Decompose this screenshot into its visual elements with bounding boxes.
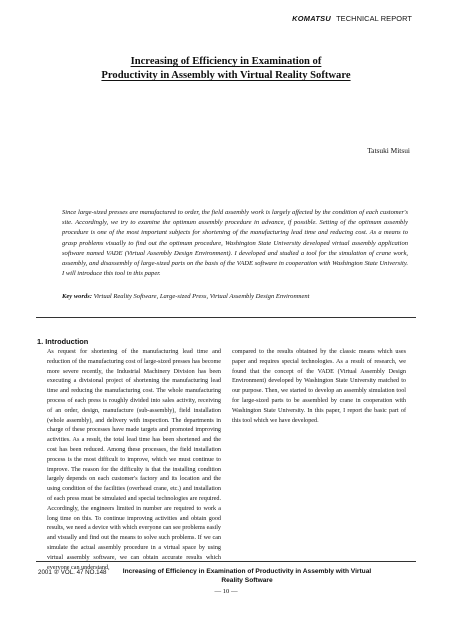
keywords <box>62 292 408 302</box>
author-name: Tatsuki Mitsui <box>367 146 410 155</box>
abstract: Since large-sized presses are manufactured to order, the field assembly work is largely affected by the condition of each customer's site. Accordingly, we try to examine the optimum assembly procedure in advance, if possible. Setting of the optimum assembly procedure is one of the most important subjects for shortening of the manufacturing lead time and reducing cost. As a means to grasp problems visually to find out the optimum procedure, Washington State University developed virtual assembly application software named VADE (Virtual Assembly Design Environment). I developed and studied a tool for the simulation of crane work, assembly, and disassembly of large-sized parts on the basis of the VADE software in cooperation with Washington State University. I will introduce this tool in this paper. <box>62 209 408 278</box>
page-number: — 10 — <box>214 588 238 595</box>
title-line-2: Productivity in Assembly with Virtual Reality Software <box>101 70 351 81</box>
body-column-left: As request for shortening of the manufacturing lead time and reduction of the manufacturing cost of large-sized presses has become more severe recently, the Industrial Machinery Division has been executing a divisional project of shortening the manufacturing lead time and reducing the manufacturing cost. The whole manufacturing process of each press is roughly divided into sales activity, receiving of an order, design, manufacture (sub-assembly), field installation (whole assembly), and delivery with inspection. The departments in charge of these processes have made targets and promoted improving activities. As a result, the total lead time has been shortened and the cost has been reduced. Among these processes, the field installation process is the most difficult to improve, which we must continue to improve. The reason for the difficulty is that the installing condition largely depends on each customer's factory and its location and the using condition of the facilities (overhead crane, etc.) and installation of each press must be simulated and special technologies are required. Accordingly, the engineers limited in number are required to work a long time on this. To continue improving activities and obtain good results, we need a device with which everyone can see problems easily and visually and find out the means to solve such problems. If we can simulate the actual assembly procedure in a virtual space by using virtual assembly software, we can obtain accurate results which everyone can understand, <box>47 349 221 571</box>
section-heading-introduction: 1. Introduction <box>37 337 89 346</box>
top-divider <box>36 317 416 318</box>
footer-divider <box>36 561 416 562</box>
title-line-1: Increasing of Efficiency in Examination of <box>130 56 322 67</box>
komatsu-logo: KOMATSU <box>292 14 332 23</box>
paper-title <box>40 55 412 83</box>
header-label: TECHNICAL REPORT <box>336 14 412 23</box>
footer-issue: 2001 ② VOL. 47 NO.148 <box>38 569 107 576</box>
keywords-text: Virtual Reality Software, Large-sized Press, Virtual Assembly Design Environment <box>93 293 310 300</box>
footer-title: Increasing of Efficiency in Examination of Productivity in Assembly with Virtual Reality Software <box>122 568 372 584</box>
report-header <box>292 14 412 23</box>
keywords-label: Key words: <box>62 293 93 300</box>
body-column-right: compared to the results obtained by the classic means which uses paper and requires special technologies. As a result of research, we found that the concept of the VADE (Virtual Assembly Design Environment) developed by Washington State University matched to our purpose. Then, we started to develop an assembly simulation tool for large-sized parts to be assembled by crane in cooperation with Washington State University. In this paper, I report the basic part of this tool which we have developed. <box>232 349 406 424</box>
